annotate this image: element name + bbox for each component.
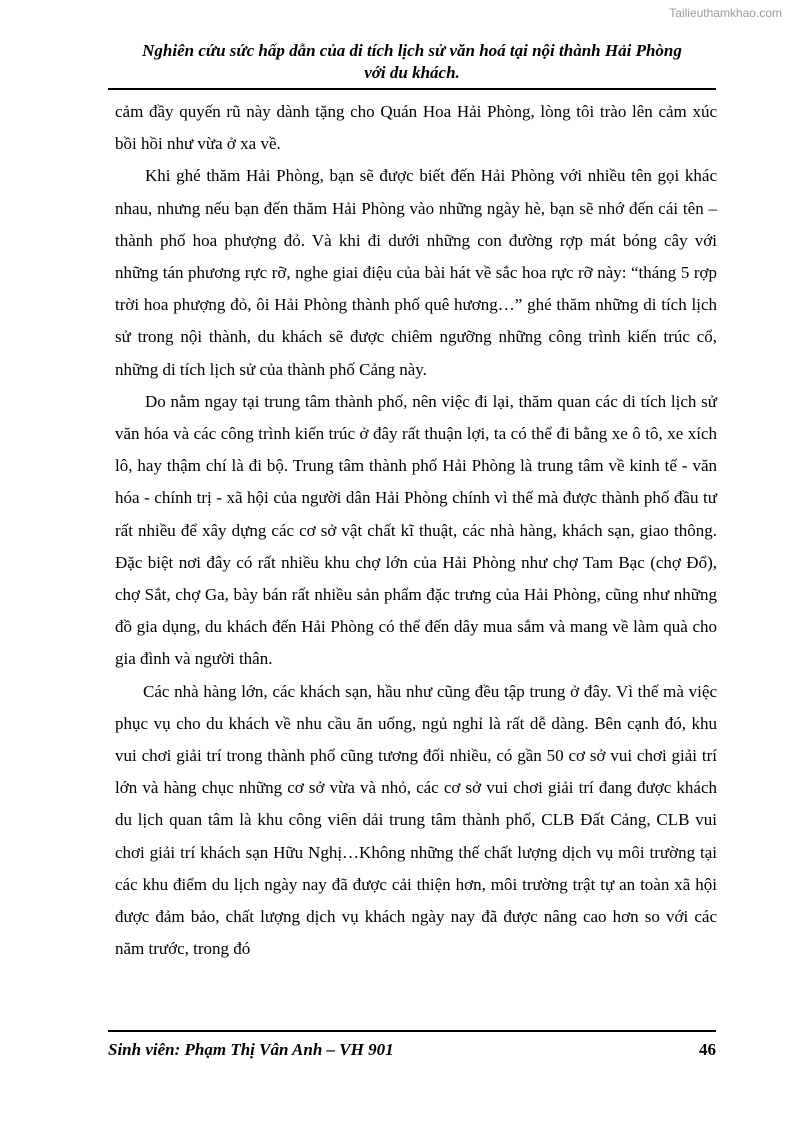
paragraph-hai-phong-names: Khi ghé thăm Hải Phòng, bạn sẽ được biết đến Hải Phòng với nhiều tên gọi khác nhau, nhưng nếu bạn đến thăm Hải Phòng vào những ngày hè, bạn sẽ nhớ đến cái tên – thành phố hoa phượng đỏ. Và khi đi dưới những con đường rợp mát bóng cây với những tán phương rực rỡ, nghe giai điệu của bài hát về sắc hoa rực rỡ này: “tháng 5 rợp trời hoa phượng đỏ, ôi Hải Phòng thành phố quê hương…” ghé thăm những di tích lịch sử trong nội thành, du khách sẽ được chiêm ngưỡng những công trình kiến trúc cổ, những di tích lịch sử của thành phố Cảng này. — [115, 166, 717, 379]
paragraph-hotels-entertainment: Các nhà hàng lớn, các khách sạn, hầu như cũng đều tập trung ở đây. Vì thế mà việc phục vụ cho du khách về nhu cầu ăn uống, ngủ nghỉ là rất dễ dàng. Bên cạnh đó, khu vui chơi giải trí trong thành phố cũng tương đối nhiều, có gần 50 cơ sở vui chơi giải trí lớn và hàng chục những cơ sở vừa và nhỏ, các cơ sở vui chơi giải trí đang được khách du lịch quan tâm là khu công viên dải trung tâm thành phố, CLB Đất Cảng, CLB vui chơi giải trí khách sạn Hữu Nghị…Không những thế chất lượng dịch vụ môi trường tại các khu điểm du lịch ngày nay đã được cải thiện hơn, môi trường trật tự an toàn xã hội được đảm bảo, chất lượng dịch vụ khách ngày nay đã được nâng cao hơn so với các năm trước, trong đó — [115, 681, 717, 959]
footer-author: Sinh viên: Phạm Thị Vân Anh – VH 901 — [108, 1040, 394, 1059]
running-header — [108, 40, 716, 84]
paragraph-city-center: Do nằm ngay tại trung tâm thành phố, nên việc đi lại, thăm quan các di tích lịch sử văn hóa và các công trình kiến trúc ở đây rất thuận lợi, ta có thể đi bằng xe ô tô, xe xích lô, hay thậm chí là đi bộ. Trung tâm thành phố Hải Phòng là trung tâm về kinh tế - văn hóa - chính trị - xã hội của người dân Hải Phòng chính vì thế mà được thành phố đầu tư rất nhiều để xây dựng các cơ sở vật chất kĩ thuật, các nhà hàng, khách sạn, giao thông. Đặc biệt nơi đây có rất nhiều khu chợ lớn của Hải Phòng như chợ Tam Bạc (chợ Đổ), chợ Sắt, chợ Ga, bày bán rất nhiều sản phẩm đặc trưng của Hải Phòng, cũng như những đồ gia dụng, du khách đến Hải Phòng có thể đến dây mua sắm và mang về làm quà cho gia đình và người thân. — [115, 391, 717, 669]
footer-divider — [108, 1030, 716, 1032]
page-number: 46 — [699, 1040, 716, 1059]
header-line-1: Nghiên cứu sức hấp dẫn của di tích lịch sử văn hoá tại nội thành Hải Phòng — [142, 41, 682, 60]
header-divider — [108, 88, 716, 90]
document-body — [115, 96, 717, 965]
header-line-2: với du khách. — [364, 63, 460, 82]
watermark-text: Tailieuthamkhao.com — [669, 6, 782, 20]
paragraph-continuation: cảm đầy quyến rũ này dành tặng cho Quán Hoa Hải Phòng, lòng tôi trào lên cảm xúc bồi hồi như vừa ở xa về. — [115, 102, 717, 154]
